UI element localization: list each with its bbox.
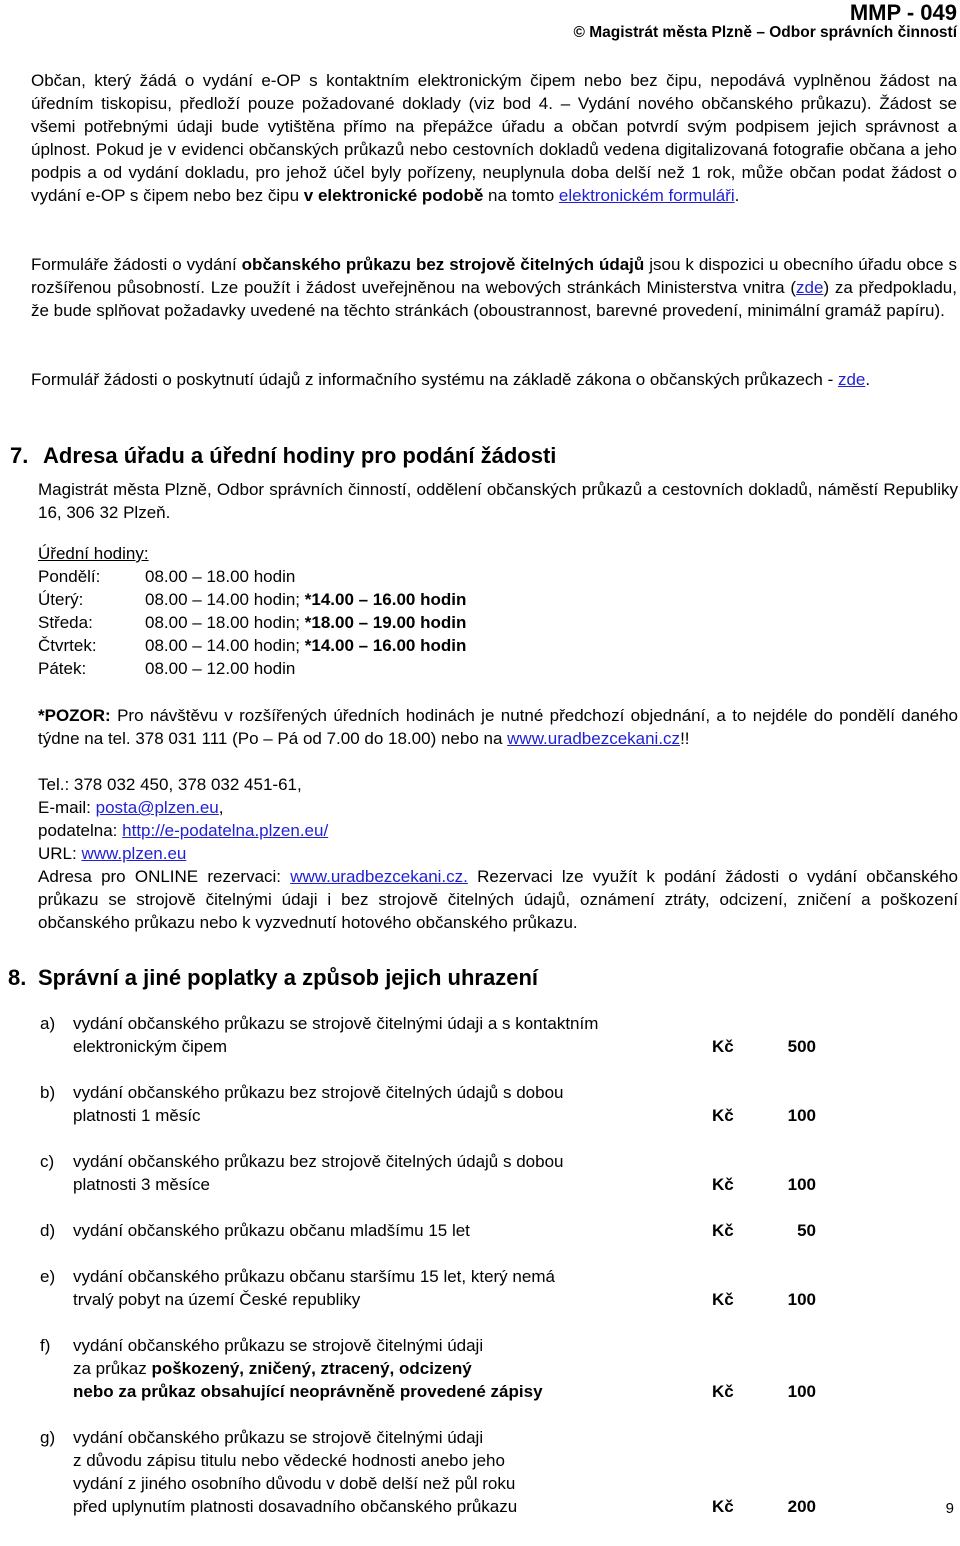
online-reservation-link[interactable]: www.uradbezcekani.cz. <box>290 867 468 886</box>
electronic-form-link[interactable]: elektronickém formuláři <box>558 186 735 205</box>
page-number: 9 <box>945 1500 954 1517</box>
hours-regular: 08.00 – 18.00 hodin; <box>145 613 305 632</box>
text: ) za předpokladu, že bude splňovat požadavky uvedené na těchto stránkách (oboustrannost, barevné provedení, minimální gramáž papíru). <box>31 278 957 320</box>
fee-amount: 100 <box>787 1382 816 1401</box>
office-address: Magistrát města Plzně, Odbor správních činností, oddělení občanských průkazů a cestovních dokladů, náměstí Republiky 16, 306 32 Plzeň. <box>38 480 958 522</box>
podatelna-label: podatelna: <box>38 821 123 840</box>
bold-text: poškozený, zničený, ztracený, odcizený <box>151 1359 472 1378</box>
hours-value <box>145 611 466 634</box>
fee-amount: 100 <box>787 1175 816 1194</box>
fee-description: vydání občanského průkazu bez strojově čitelných údajů s dobou <box>73 1083 564 1102</box>
fee-letter: a) <box>40 1014 56 1033</box>
text: . <box>734 186 740 205</box>
fee-description: platnosti 1 měsíc <box>73 1106 201 1125</box>
hours-value <box>145 565 295 588</box>
fee-description: vydání občanského průkazu se strojově čitelnými údaji a s kontaktním <box>73 1014 599 1033</box>
email-line <box>38 796 223 819</box>
fee-letter: d) <box>40 1221 56 1240</box>
section-7-number: 7. <box>10 443 29 468</box>
header-organization: © Magistrát města Plzně – Odbor správních činností <box>573 24 957 41</box>
paragraph-electronic-application <box>31 69 957 207</box>
url-label: URL: <box>38 844 82 863</box>
document-code: MMP - 049 <box>849 0 957 25</box>
email-label: E-mail: <box>38 798 96 817</box>
hours-extended: *14.00 – 16.00 hodin <box>304 590 467 609</box>
section-8-title: Správní a jiné poplatky a způsob jejich uhrazení <box>38 965 539 990</box>
fee-description: vydání občanského průkazu občanu staršímu 15 let, který nemá <box>73 1267 555 1286</box>
fee-amount: 200 <box>787 1497 816 1516</box>
hours-regular: 08.00 – 14.00 hodin; <box>145 636 305 655</box>
online-label: Adresa pro ONLINE rezervaci: <box>38 867 291 886</box>
pozor-notice <box>38 704 958 750</box>
fee-description: vydání občanského průkazu se strojově čitelnými údaji <box>73 1336 484 1355</box>
text: za průkaz <box>73 1359 152 1378</box>
fee-description: vydání z jiného osobního důvodu v době delší než půl roku <box>73 1474 516 1493</box>
day-label: Úterý: <box>38 590 84 609</box>
fee-letter: g) <box>40 1428 56 1447</box>
text: Formuláře žádosti o vydání <box>31 255 242 274</box>
hours-value <box>145 657 295 680</box>
text: !! <box>680 729 690 748</box>
section-7-title: Adresa úřadu a úřední hodiny pro podání žádosti <box>43 443 557 468</box>
fee-amount: 100 <box>787 1290 816 1309</box>
office-hours-title: Úřední hodiny: <box>38 544 149 563</box>
hours-regular: 08.00 – 18.00 hodin <box>145 567 296 586</box>
day-label: Čtvrtek: <box>38 636 97 655</box>
fee-currency: Kč <box>712 1106 734 1125</box>
text: , <box>218 798 224 817</box>
text: Rezervaci lze využít k podání žádosti o vydání občanského průkazu se strojově čitelnými údaji i bez strojově čitelných údajů, oznámení ztráty, odcizení, zničení a poškození občanského průkazu nebo k vyzvednutí hotového občanského průkazu. <box>38 867 958 932</box>
fee-currency: Kč <box>712 1037 734 1056</box>
fee-description: vydání občanského průkazu se strojově čitelnými údaji <box>73 1428 484 1447</box>
hours-regular: 08.00 – 12.00 hodin <box>145 659 296 678</box>
fee-description: vydání občanského průkazu bez strojově čitelných údajů s dobou <box>73 1152 564 1171</box>
url-line <box>38 842 186 865</box>
fee-letter: c) <box>40 1152 55 1171</box>
text: . <box>865 370 871 389</box>
day-label: Pátek: <box>38 659 87 678</box>
podatelna-link[interactable]: http://e-podatelna.plzen.eu/ <box>122 821 329 840</box>
day-label: Pondělí: <box>38 567 101 586</box>
text: jsou k dispozici u obecního úřadu obce s rozšířenou působností. Lze použít i žádost uveřejněnou na webových stránkách Ministerstva vnitra ( <box>31 255 958 297</box>
bold-text: občanského průkazu bez strojově čitelných údajů <box>241 255 645 274</box>
fee-description: trvalý pobyt na území České republiky <box>73 1290 361 1309</box>
fee-letter: e) <box>40 1267 56 1286</box>
hours-value <box>145 634 466 657</box>
section-8-number: 8. <box>8 965 27 990</box>
fee-letter: b) <box>40 1083 56 1102</box>
fee-currency: Kč <box>712 1221 734 1240</box>
fee-description <box>73 1357 472 1380</box>
fee-description: před uplynutím platnosti dosavadního občanského průkazu <box>73 1497 518 1516</box>
fee-amount: 500 <box>787 1037 816 1056</box>
text: Pro návštěvu v rozšířených úředních hodinách je nutné předchozí objednání, a to nejdéle do pondělí daného týdne na tel. 378 031 111 (Po – Pá od 7.00 do 18.00) nebo na <box>38 706 958 748</box>
bold-text: v elektronické podobě <box>303 186 484 205</box>
fee-description: nebo za průkaz obsahující neoprávněně provedené zápisy <box>73 1382 543 1401</box>
text: Formulář žádosti o poskytnutí údajů z informačního systému na základě zákona o občanských průkazech - <box>31 370 838 389</box>
fee-currency: Kč <box>712 1290 734 1309</box>
fee-description: platnosti 3 měsíce <box>73 1175 211 1194</box>
fee-currency: Kč <box>712 1175 734 1194</box>
fee-letter: f) <box>40 1336 51 1355</box>
data-request-form-link[interactable]: zde <box>837 370 866 389</box>
pozor-label: *POZOR: <box>38 706 111 725</box>
paragraph-data-request <box>31 368 957 391</box>
text: na tomto <box>483 186 559 205</box>
text: Občan, který žádá o vydání e-OP s kontaktním elektronickým čipem nebo bez čipu, nepodává vyplněnou žádost na úředním tiskopisu, předloží pouze požadované doklady (viz bod 4. – Vydání nového občanského průkazu). Žádost se všemi potřebnými údaji bude vytištěna přímo na přepážce úřadu a občan potvrdí svým podpisem jejich správnost a úplnost. Pokud je v evidenci občanských průkazů nebo cestovních dokladů vedena digitalizovaná fotografie občana a jeho podpis a od vydání dokladu, pro jehož účel byly pořízeny, neuplynula doba delší než 1 rok, může občan podat žádost o vydání e-OP s čipem nebo bez čipu <box>31 71 957 205</box>
day-label: Středa: <box>38 613 93 632</box>
paragraph-forms <box>31 253 957 322</box>
fee-description: z důvodu zápisu titulu nebo vědecké hodnosti anebo jeho <box>73 1451 505 1470</box>
online-reservation <box>38 865 958 934</box>
fee-currency: Kč <box>712 1497 734 1516</box>
hours-value <box>145 588 466 611</box>
fee-amount: 50 <box>797 1221 816 1240</box>
hours-extended: *14.00 – 16.00 hodin <box>304 636 467 655</box>
fee-description: elektronickým čipem <box>73 1037 227 1056</box>
fee-amount: 100 <box>787 1106 816 1125</box>
hours-extended: *18.00 – 19.00 hodin <box>304 613 467 632</box>
hours-regular: 08.00 – 14.00 hodin; <box>145 590 305 609</box>
reservation-link[interactable]: www.uradbezcekani.cz <box>507 729 681 748</box>
podatelna-line <box>38 819 328 842</box>
mv-form-link[interactable]: zde <box>796 278 824 297</box>
fee-description: vydání občanského průkazu občanu mladšímu 15 let <box>73 1221 470 1240</box>
email-link[interactable]: posta@plzen.eu <box>95 798 219 817</box>
url-link[interactable]: www.plzen.eu <box>81 844 187 863</box>
fee-currency: Kč <box>712 1382 734 1401</box>
telephone: Tel.: 378 032 450, 378 032 451-61, <box>38 775 302 794</box>
